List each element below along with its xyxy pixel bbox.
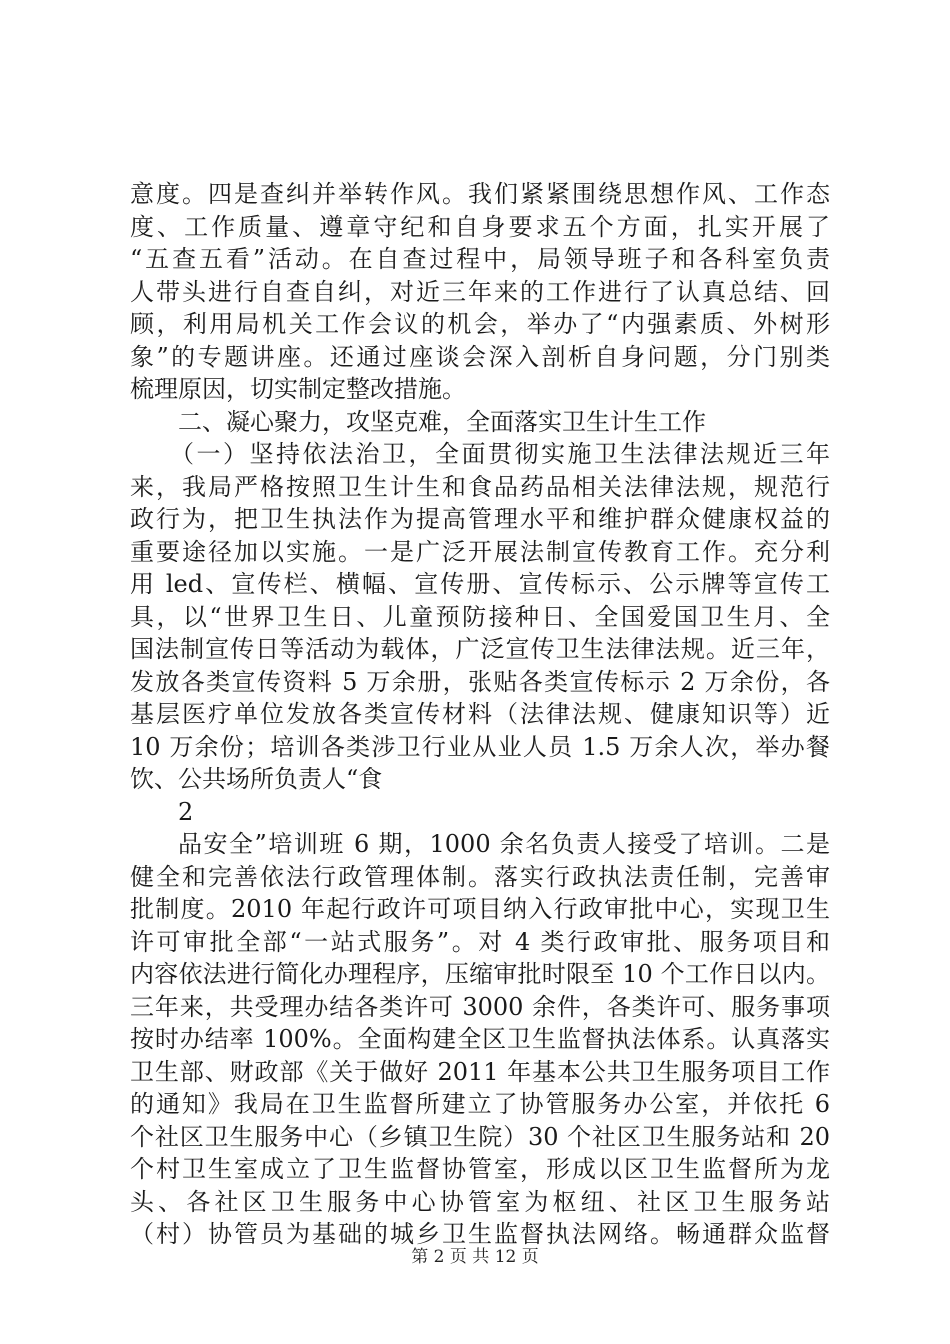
subsection-heading: （一）坚持依法治卫，全面贯彻实施卫生法律法规近三年: [170, 440, 830, 468]
text-line: 的通知》我局在卫生监督所建立了协管服务办公室，并依托 6: [130, 1090, 830, 1118]
text-line: 人带头进行自查自纠，对近三年来的工作进行了认真总结、回: [130, 277, 830, 306]
text-line: 头、各社区卫生服务中心协管室为枢纽、社区卫生服务站: [130, 1187, 830, 1216]
text-line: 度、工作质量、遵章守纪和自身要求五个方面，扎实开展了: [130, 212, 830, 241]
text-line: 具，以“世界卫生日、儿童预防接种日、全国爱国卫生月、全: [130, 602, 830, 631]
text-line: 按时办结率 100%。全面构建全区卫生监督执法体系。认真落实: [130, 1025, 830, 1053]
text-line: 意度。四是查纠并举转作风。我们紧紧围绕思想作风、工作态: [130, 180, 830, 208]
text-line: 基层医疗单位发放各类宣传材料（法律法规、健康知识等）近: [130, 700, 830, 728]
page-footer: 第 2 页 共 12 页: [411, 1247, 539, 1267]
text-line: 梳理原因，切实制定整改措施。: [130, 375, 466, 403]
text-line: 个村卫生室成立了卫生监督协管室，形成以区卫生监督所为龙: [130, 1155, 830, 1183]
text-line: 重要途径加以实施。一是广泛开展法制宣传教育工作。充分利: [130, 537, 830, 566]
text-line: （村）协管员为基础的城乡卫生监督执法网络。畅通群众监督: [130, 1220, 830, 1248]
text-line: 顾，利用局机关工作会议的机会，举办了“内强素质、外树形: [130, 310, 830, 338]
text-line: 象”的专题讲座。还通过座谈会深入剖析自身问题，分门别类: [130, 342, 830, 371]
text-line: 个社区卫生服务中心（乡镇卫生院）30 个社区卫生服务站和 20: [130, 1122, 830, 1151]
text-line: 来，我局严格按照卫生计生和食品药品相关法律法规，规范行: [130, 472, 830, 501]
text-line: 品安全”培训班 6 期，1000 余名负责人接受了培训。二是: [178, 830, 830, 858]
text-line: 批制度。2010 年起行政许可项目纳入行政审批中心，实现卫生: [130, 895, 830, 923]
text-line: 三年来，共受理办结各类许可 3000 余件，各类许可、服务事项: [130, 992, 830, 1021]
document-body: [130, 178, 830, 1251]
text-line: 内容依法进行简化办理程序，压缩审批时限至 10 个工作日以内。: [130, 960, 830, 988]
text-line: 健全和完善依法行政管理体制。落实行政执法责任制，完善审: [130, 862, 830, 891]
text-line: 许可审批全部“一站式服务”。对 4 类行政审批、服务项目和: [130, 927, 830, 956]
inline-page-number: 2: [178, 797, 194, 826]
text-line: 10 万余份；培训各类涉卫行业从业人员 1.5 万余人次，举办餐: [130, 732, 830, 761]
text-line: 用 led、宣传栏、横幅、宣传册、宣传标示、公示牌等宣传工: [130, 570, 830, 598]
text-line: 政行为，把卫生执法作为提高管理水平和维护群众健康权益的: [130, 505, 830, 533]
text-line: 饮、公共场所负责人“食: [130, 765, 383, 793]
text-line: 国法制宣传日等活动为载体，广泛宣传卫生法律法规。近三年，: [130, 635, 830, 663]
text-line: 卫生部、财政部《关于做好 2011 年基本公共卫生服务项目工作: [130, 1057, 830, 1086]
text-line: “五查五看”活动。在自查过程中，局领导班子和各科室负责: [130, 245, 830, 273]
text-line: 发放各类宣传资料 5 万余册，张贴各类宣传标示 2 万余份，各: [130, 667, 830, 696]
section-heading: 二、凝心聚力，攻坚克难，全面落实卫生计生工作: [178, 407, 706, 436]
